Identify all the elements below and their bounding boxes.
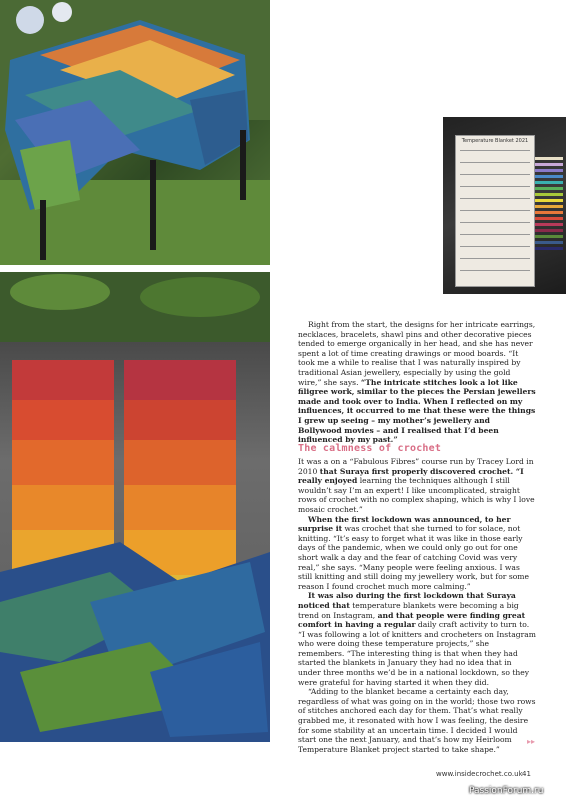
intro-quote-bold: “The intricate stitches look a lot like filigree work, similar to the pieces the Persian jewellers made and took over to India. When I reflected on my influences, it occurred to me that these were the things I grew up seeing – my mother’s jewellery and Bollywood movies – and I realised that I’d been influenced by my past.”	[298, 377, 536, 445]
p1-text-bold: that Suraya first properly discovered crochet. “I really enjoyed	[298, 466, 524, 486]
footer-url: www.insidecrochet.co.uk	[436, 770, 523, 778]
p3-text-d: daily craft activity to turn to. “I was following a lot of knitters and crocheters on Instagram who were doing these temperature projects,” she remembers. “The interesting thing is that when they had started the blankets in January they had no idea that in under three months we’d be in a national lockdown, so they were grateful for having started it when they did.	[298, 620, 536, 687]
continue-arrow-icon: ▸▸	[527, 737, 536, 746]
blanket-chair-photo	[0, 0, 270, 265]
paragraph-1	[298, 457, 536, 515]
temperature-chart-card	[455, 135, 535, 287]
page-number: 41	[522, 770, 531, 778]
body-text	[298, 457, 536, 754]
intro-paragraph	[298, 320, 536, 445]
watermark: PassionForum.ru	[469, 786, 544, 796]
blanket-chair-illustration	[0, 0, 270, 265]
section-heading: The calmness of crochet	[298, 443, 442, 454]
chart-card-title: Temperature Blanket 2021	[461, 138, 529, 144]
paragraph-3	[298, 591, 536, 687]
p2-text-b: was crochet that she turned to for solace, not knitting. “It’s easy to forget what it was like in those early days of the pandemic, when we could only go out for one short walk a day and the fear of catching Covid was very real,” she says. “Many people were feeling anxious. I was still knitting and still doing my jewellery work, but for some reason I found crochet much more calming.”	[298, 524, 530, 591]
p2-text-bold: When the first lockdown was announced, to her surprise it	[298, 514, 511, 534]
p1-text-c: learning the techniques although I still wouldn’t say I’m an expert! I like uncomplicated, straight rows of crochet with no complex shaping, which is why I love mosaic crochet.”	[298, 476, 535, 514]
striped-blankets-illustration	[0, 272, 270, 742]
p3-text-b: temperature blankets were becoming a big trend on Instagram,	[298, 600, 519, 620]
temperature-chart-photo	[443, 117, 566, 294]
striped-blankets-photo	[0, 272, 270, 742]
p1-text-a: It was a on a “Fabulous Fibres” course run by Tracey Lord in 2010	[298, 457, 534, 476]
intro-text: Right from the start, the designs for her intricate earrings, necklaces, bracelets, shawl pins and other decorative pieces tended to emerge organically in her head, and she has never spent a lot of time creating drawings or mood boards. “It took me a while to realise that I was naturally inspired by traditional Asian jewellery, especially by using the gold wire,” she says.	[298, 320, 536, 387]
paragraph-2	[298, 515, 536, 592]
paragraph-4: “Adding to the blanket became a certainty each day, regardless of what was going on in the world; those two rows of stitches anchored each day for them. That’s what really grabbed me, it resonated with how I was feeling, the desire for some stability at an uncertain time. I decided I would start one the next January, and that’s how my Heirloom Temperature Blanket project started to take shape.”	[298, 687, 536, 754]
p3-text-bold-c: and that people were finding great comfort in having a regular	[298, 610, 526, 630]
p3-text-bold-a: It was also during the first lockdown that Suraya noticed that	[298, 591, 516, 610]
